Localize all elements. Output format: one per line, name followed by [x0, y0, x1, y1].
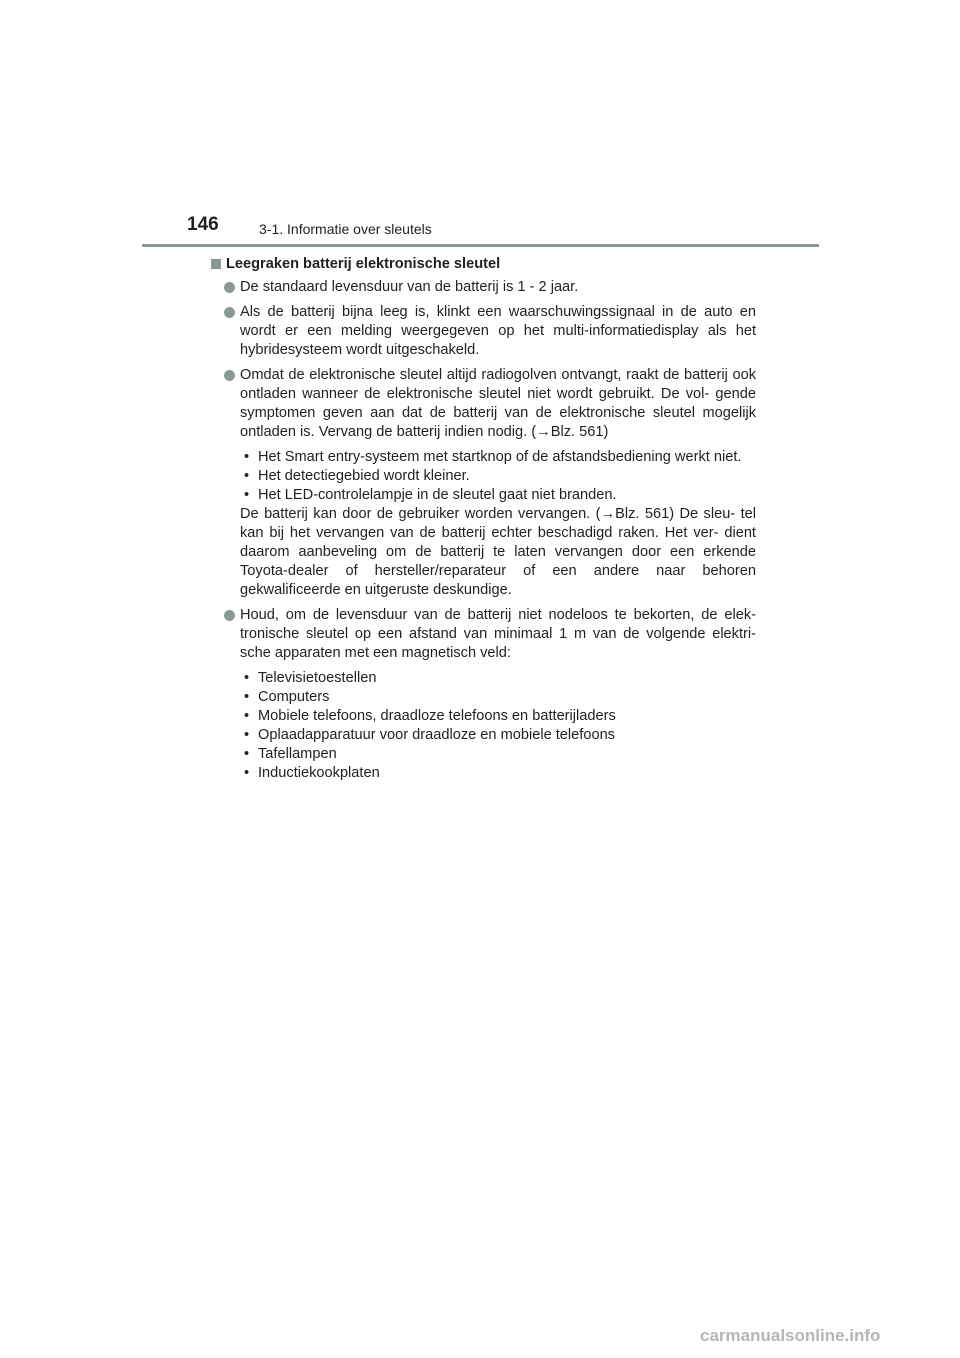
bullet-text: De standaard levensduur van de batterij is 1 - 2 jaar. [240, 279, 579, 295]
symptom-item: • Het Smart entry-systeem met startknop of de afstandsbediening werkt niet. [240, 448, 756, 467]
list-item [211, 606, 756, 663]
device-list [240, 669, 756, 783]
section-heading [211, 255, 756, 274]
circle-bullet-icon [224, 282, 235, 293]
device-item: • Televisietoestellen [240, 669, 756, 688]
watermark-text: carmanualsonline.info [700, 1326, 881, 1345]
bullet-text: Als de batterij bijna leeg is, klinkt een waarschuwingssignaal in de auto en wordt er een melding weergegeven op het multi-informatiedisplay als het hybridesysteem wordt uitgeschakeld. [240, 304, 756, 358]
square-bullet-icon [211, 259, 221, 269]
symptom-item: • Het LED-controlelampje in de sleutel gaat niet branden. [240, 486, 756, 505]
symptom-item: • Het detectiegebied wordt kleiner. [240, 467, 756, 486]
replacement-note: De batterij kan door de gebruiker worden vervangen. (→Blz. 561) De sleu- tel kan bij het vervangen van de batterij echter beschadigd raken. Het ver- dient daarom aanbeveling om de batterij te laten vervangen door een erkende Toyota-dealer of hersteller/reparateur of een andere naar behoren gekwalificeerde en uitgeruste deskundige. [240, 506, 756, 598]
symptom-list [240, 448, 756, 505]
circle-bullet-icon [224, 610, 235, 621]
device-item: • Tafellampen [240, 745, 756, 764]
header-rule [142, 244, 819, 247]
device-item: • Oplaadapparatuur voor draadloze en mobiele telefoons [240, 726, 756, 745]
bullet-text: Omdat de elektronische sleutel altijd radiogolven ontvangt, raakt de batterij ook ontladen wanneer de elektronische sleutel niet wordt gebruikt. De vol- gende symptomen geven aan dat de batterij van de elektronische sleutel mogelijk ontladen is. Vervang de batterij indien nodig. (→Blz. 561) [240, 367, 756, 440]
device-item: • Inductiekookplaten [240, 764, 756, 783]
list-item [211, 366, 756, 442]
circle-bullet-icon [224, 370, 235, 381]
circle-bullet-icon [224, 307, 235, 318]
page-header [187, 215, 819, 245]
page-number: 146 [187, 214, 219, 235]
chapter-title: 3-1. Informatie over sleutels [259, 221, 432, 237]
main-content [211, 255, 756, 783]
device-item: • Computers [240, 688, 756, 707]
bullet-text: Houd, om de levensduur van de batterij niet nodeloos te bekorten, de elek- tronische sleutel op een afstand van minimaal 1 m van de volgende elektri- sche apparaten met een magnetisch veld: [240, 607, 756, 661]
list-item [211, 278, 756, 297]
section-title-text: Leegraken batterij elektronische sleutel [226, 256, 501, 272]
device-item: • Mobiele telefoons, draadloze telefoons en batterijladers [240, 707, 756, 726]
list-item [211, 303, 756, 360]
